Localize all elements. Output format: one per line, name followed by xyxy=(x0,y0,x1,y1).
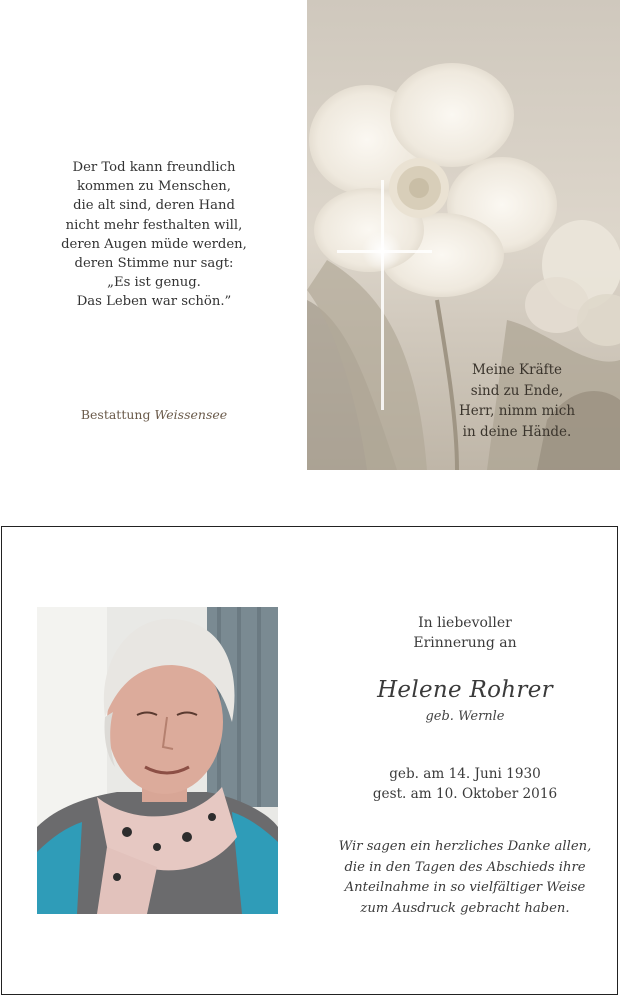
prayer-line: sind zu Ende, xyxy=(470,382,564,399)
poem-line: Das Leben war schön.” xyxy=(76,294,232,310)
poem-line: nicht mehr festhalten will, xyxy=(65,217,243,233)
thanks-line: die in den Tagen des Abschieds ihre xyxy=(344,859,586,875)
thanks-line: zum Ausdruck gebracht haben. xyxy=(360,900,570,916)
maiden-name: geb. Wernle xyxy=(425,709,505,724)
thanks-line: Wir sagen ein herzliches Danke allen, xyxy=(338,839,592,854)
intro-line: Erinnerung an xyxy=(413,635,517,651)
undertaker-brand: Weissensee xyxy=(154,407,228,422)
thanks-line: Anteilnahme in so vielfältiger Weise xyxy=(344,880,586,895)
thanks-message xyxy=(324,837,606,919)
poem-line: deren Augen müde werden, xyxy=(61,236,247,252)
poem-line: kommen zu Menschen, xyxy=(76,179,231,195)
poem xyxy=(20,158,288,312)
undertaker-prefix: Bestattung xyxy=(80,407,151,422)
portrait-image xyxy=(37,607,278,914)
deceased-name: Helene Rohrer xyxy=(377,677,553,703)
prayer-line: Herr, nimm mich xyxy=(458,403,576,419)
death-date: gest. am 10. Oktober 2016 xyxy=(372,786,558,802)
poem-line: die alt sind, deren Hand xyxy=(73,198,235,214)
prayer-line: Meine Kräfte xyxy=(471,362,563,378)
prayer-line: in deine Hände. xyxy=(462,423,572,440)
inside-card xyxy=(1,526,618,995)
intro-line: In liebevoller xyxy=(418,615,512,631)
intro xyxy=(324,613,606,653)
prayer xyxy=(432,360,602,442)
outside-left-panel xyxy=(0,0,307,470)
undertaker-credit xyxy=(20,407,288,422)
portrait-photo xyxy=(37,607,278,914)
life-dates xyxy=(324,764,606,804)
flower-image-panel xyxy=(307,0,620,470)
poem-line: „Es ist genug. xyxy=(107,275,201,291)
poem-line: Der Tod kann freundlich xyxy=(72,160,236,175)
birth-date: geb. am 14. Juni 1930 xyxy=(389,766,541,782)
poem-line: deren Stimme nur sagt: xyxy=(74,256,234,272)
